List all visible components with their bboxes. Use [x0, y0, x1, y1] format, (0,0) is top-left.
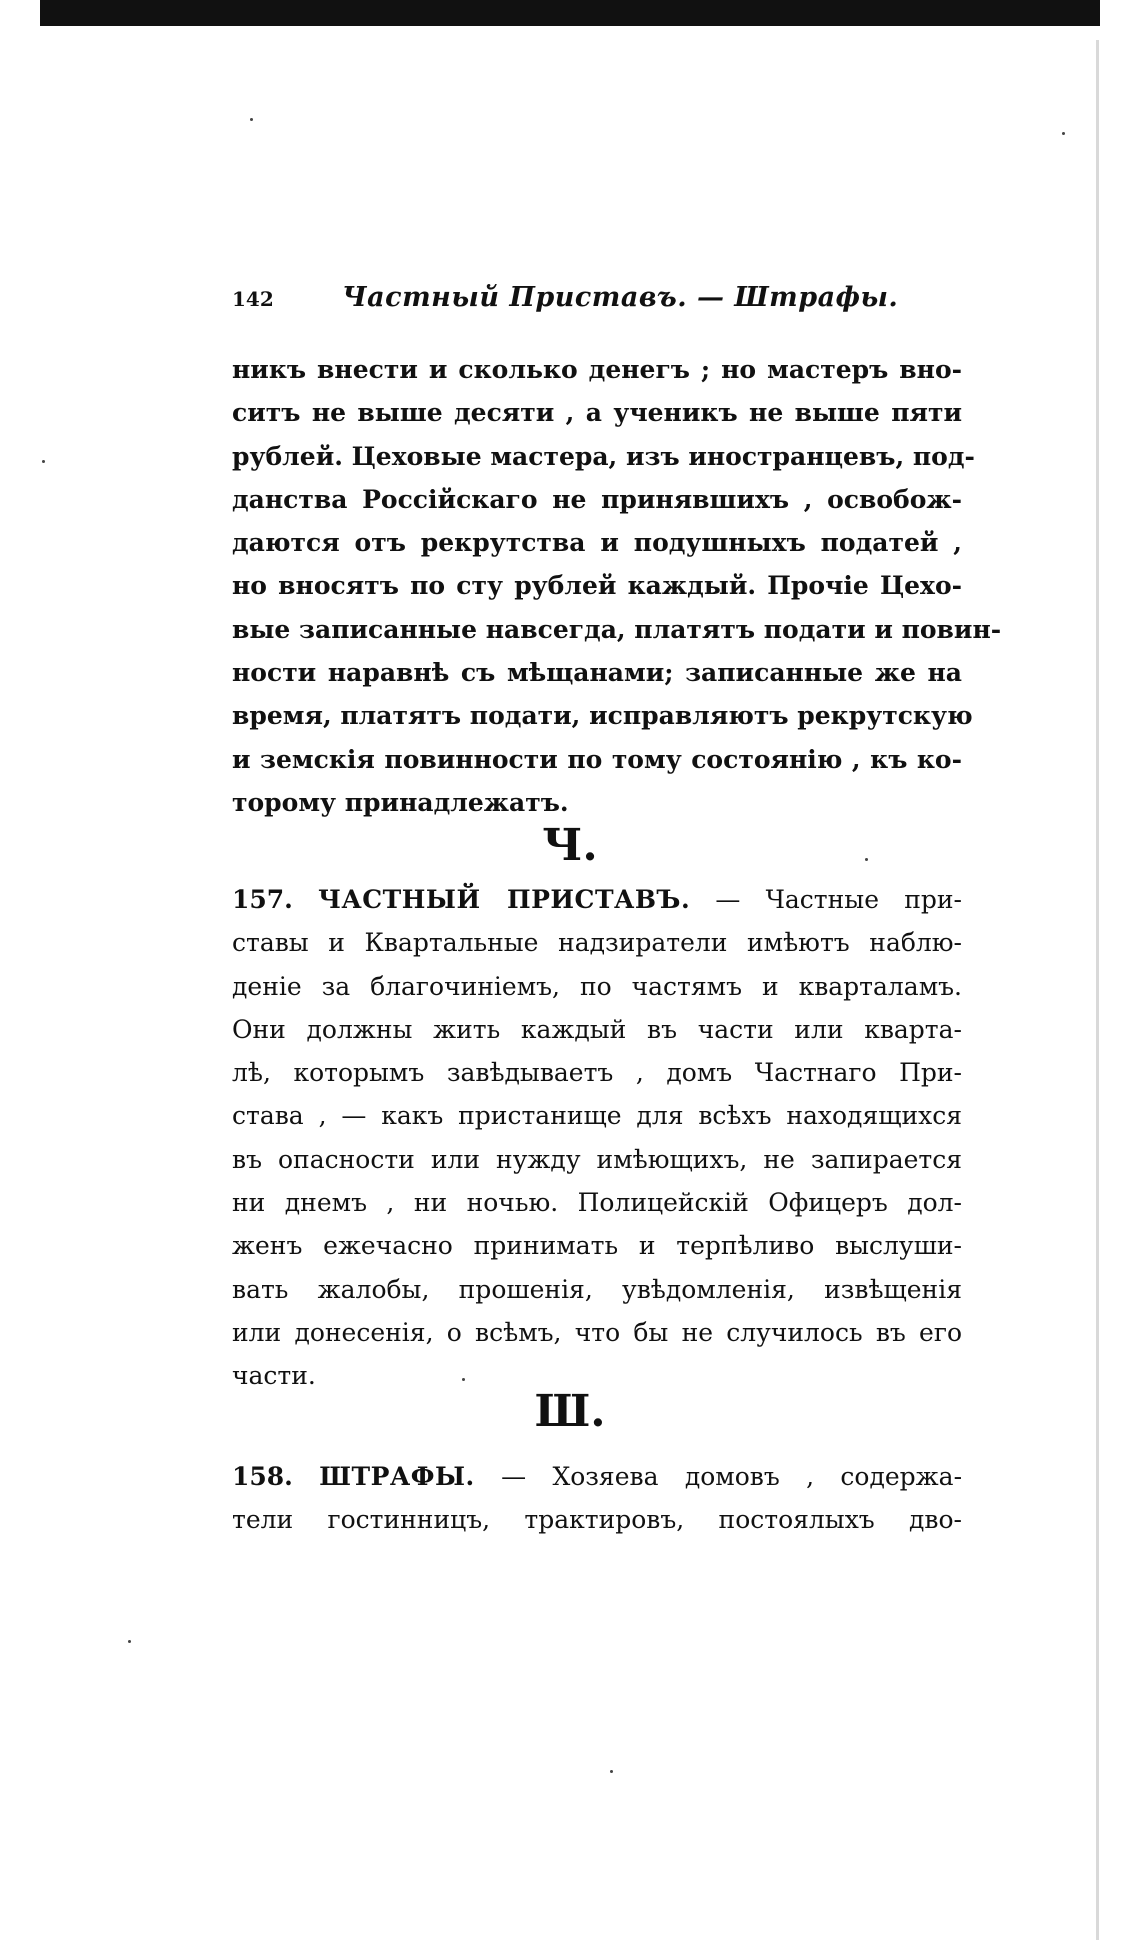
text-line: ности наравнѣ съ мѣщанами; записанные же на	[232, 658, 962, 688]
text-line: вые записанные навсегда, платятъ подати и повин-	[232, 614, 1002, 644]
text-line: въ опасности или нужду имѣющихъ, не запирается	[232, 1144, 962, 1174]
text-line: и земскiя повинности по тому состоянiю , къ ко-	[232, 744, 962, 774]
page-header	[232, 282, 962, 322]
entry-title: ШТРАФЫ.	[319, 1462, 475, 1491]
text-line: женъ ежечасно принимать и терпѣливо выслуши-	[232, 1231, 962, 1261]
page-edge-shadow	[1096, 40, 1099, 1940]
running-head: Частный Приставъ. — Штрафы.	[342, 282, 899, 313]
scan-speck	[42, 460, 45, 463]
entry-157	[232, 878, 962, 1398]
entry-first-line-text: — Хозяева домовъ , содержа-	[501, 1462, 963, 1491]
text-line: даются отъ рекрутства и подушныхъ податей ,	[232, 528, 962, 558]
text-line: части.	[232, 1361, 316, 1391]
section-letter-ch: Ч.	[542, 820, 598, 871]
scan-speck	[250, 118, 253, 121]
page-number: 142	[232, 287, 274, 311]
continuation-paragraph	[232, 348, 1002, 824]
text-line: торому принадлежатъ.	[232, 787, 569, 817]
scan-edge-bar	[40, 0, 1100, 26]
text-line: вать жалобы, прошенiя, увѣдомленiя, извѣщенiя	[232, 1274, 962, 1304]
text-line: ситъ не выше десяти , а ученикъ не выше пяти	[232, 398, 962, 428]
entry-number: 158.	[232, 1462, 293, 1491]
text-line: ставы и Квартальные надзиратели имѣютъ наблю-	[232, 928, 962, 958]
text-line: тели гостинницъ, трактировъ, постоялыхъ дво-	[232, 1505, 962, 1535]
text-line: лѣ, которымъ завѣдываетъ , домъ Частнаго При-	[232, 1058, 962, 1088]
text-line: рублей. Цеховые мастера, изъ иностранцевъ, под-	[232, 441, 975, 471]
text-line: става , — какъ пристанище для всѣхъ находящихся	[232, 1101, 962, 1131]
text-line: ни днемъ , ни ночью. Полицейскiй Офицеръ дол-	[232, 1188, 962, 1218]
text-line: данства Россiйскаго не принявшихъ , освобож-	[232, 484, 962, 514]
text-line: денiе за благочинiемъ, по частямъ и кварталамъ.	[232, 971, 962, 1001]
text-line: но вносятъ по сту рублей каждый. Прочiе Цехо-	[232, 571, 962, 601]
entry-first-line-text: — Частные при-	[715, 885, 962, 914]
entry-first-line	[232, 878, 962, 921]
entry-number: 157.	[232, 885, 293, 914]
text-line: никъ внести и сколько денегъ ; но мастеръ вно-	[232, 355, 962, 384]
entry-first-line	[232, 1455, 962, 1498]
entry-158	[232, 1455, 962, 1542]
scan-speck	[610, 1770, 613, 1773]
scan-speck	[128, 1640, 131, 1643]
scan-speck	[1062, 132, 1065, 135]
text-line: время, платятъ подати, исправляютъ рекрутскую	[232, 701, 973, 731]
section-letter-sh: Ш.	[534, 1386, 606, 1437]
text-line: Они должны жить каждый въ части или кварта-	[232, 1014, 962, 1044]
entry-title: ЧАСТНЫЙ ПРИСТАВЪ.	[318, 885, 691, 914]
text-line: или донесенiя, о всѣмъ, что бы не случилось въ его	[232, 1317, 962, 1347]
